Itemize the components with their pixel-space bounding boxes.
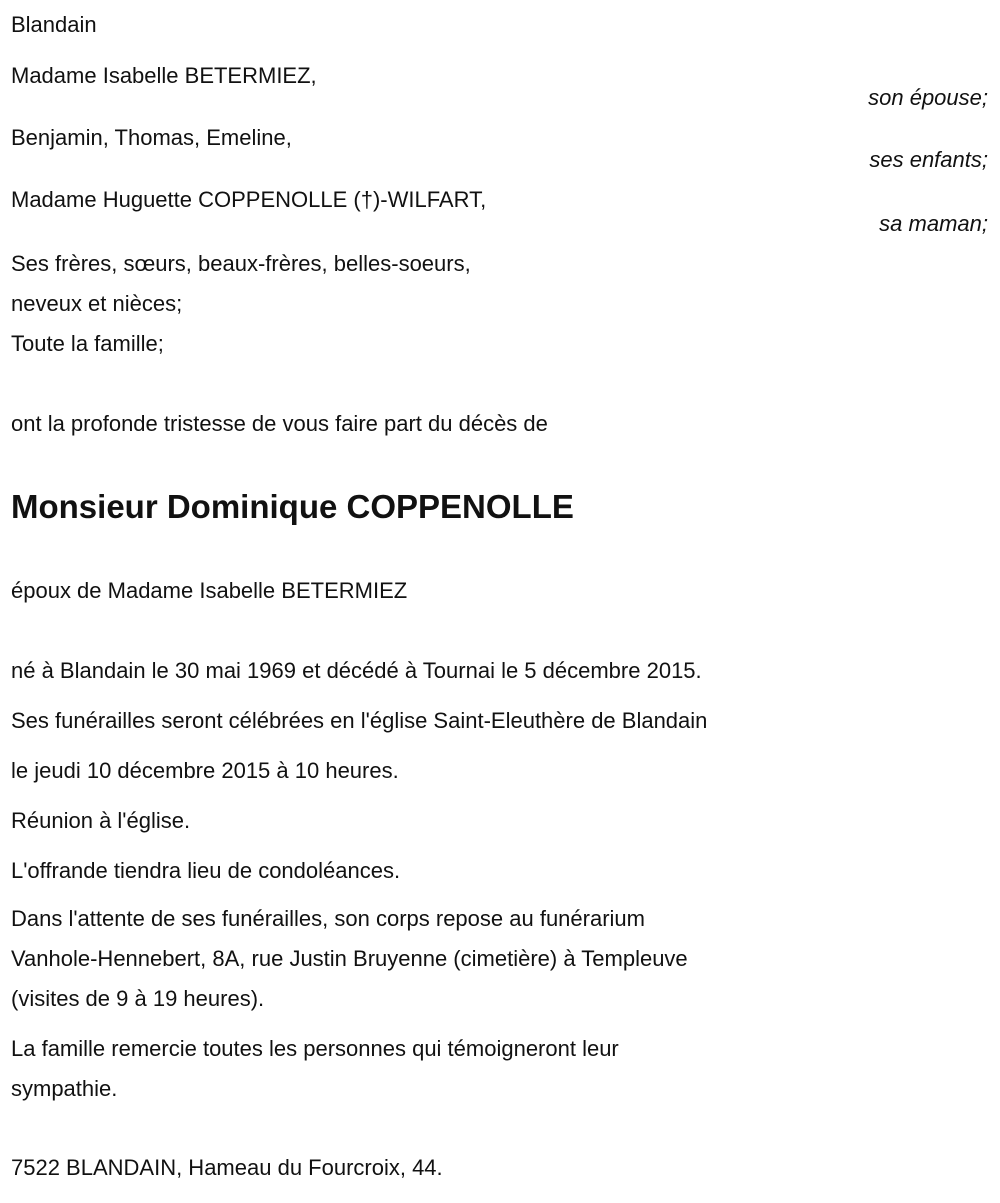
detail-line: Réunion à l'église. [11,808,191,833]
others-line: neveux et nièces; [11,291,183,316]
spouse-line: époux de Madame Isabelle BETERMIEZ [11,578,408,603]
family-name-mother: Madame Huguette COPPENOLLE (†)-WILFART, [11,187,487,212]
detail-line: L'offrande tiendra lieu de condoléances. [11,858,401,883]
detail-line: le jeudi 10 décembre 2015 à 10 heures. [11,758,399,783]
family-relation-spouse: son épouse; [868,85,988,110]
others-line: Toute la famille; [11,331,164,356]
family-name-spouse: Madame Isabelle BETERMIEZ, [11,63,317,88]
family-relation-mother: sa maman; [879,211,988,236]
detail-line: Vanhole-Hennebert, 8A, rue Justin Bruyenne (cimetière) à Templeuve [11,946,688,971]
detail-line: Ses funérailles seront célébrées en l'église Saint-Eleuthère de Blandain [11,708,708,733]
detail-line: né à Blandain le 30 mai 1969 et décédé à Tournai le 5 décembre 2015. [11,658,702,683]
location: Blandain [11,12,97,37]
address: 7522 BLANDAIN, Hameau du Fourcroix, 44. [11,1155,443,1180]
family-name-children: Benjamin, Thomas, Emeline, [11,125,292,150]
announcement: ont la profonde tristesse de vous faire part du décès de [11,411,548,436]
detail-line: La famille remercie toutes les personnes qui témoigneront leur [11,1036,619,1061]
detail-line: (visites de 9 à 19 heures). [11,986,265,1011]
detail-line: Dans l'attente de ses funérailles, son corps repose au funérarium [11,906,645,931]
others-line: Ses frères, sœurs, beaux-frères, belles-soeurs, [11,251,471,276]
family-relation-children: ses enfants; [869,147,988,172]
detail-line: sympathie. [11,1076,118,1101]
deceased-name: Monsieur Dominique COPPENOLLE [11,488,574,525]
